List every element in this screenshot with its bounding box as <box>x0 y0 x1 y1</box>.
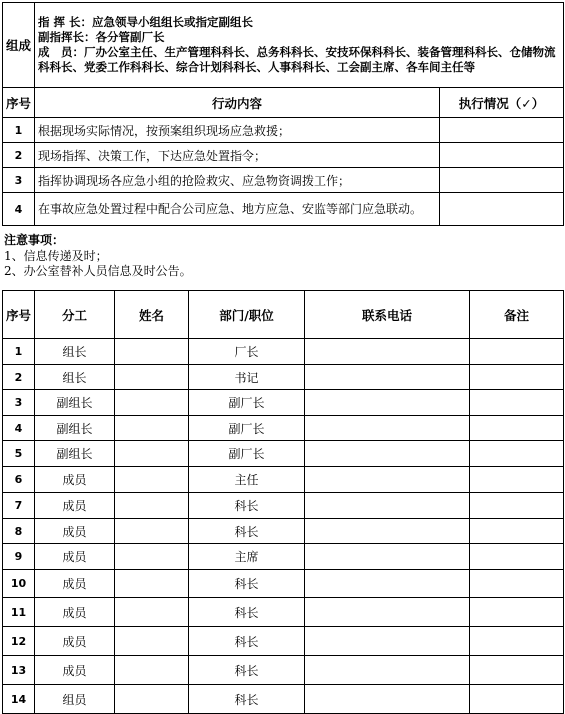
roster-role: 成员 <box>35 598 115 627</box>
roster-role: 组长 <box>35 365 115 390</box>
roster-header-name: 姓名 <box>115 291 189 339</box>
roster-name-cell[interactable] <box>115 685 189 714</box>
roster-row <box>3 685 564 714</box>
roster-dept: 科长 <box>189 493 305 519</box>
roster-num: 5 <box>3 441 35 467</box>
roster-role: 成员 <box>35 627 115 656</box>
roster-role: 成员 <box>35 544 115 570</box>
roster-dept: 主席 <box>189 544 305 570</box>
action-status-cell[interactable] <box>440 168 564 193</box>
roster-header-role: 分工 <box>35 291 115 339</box>
roster-role: 成员 <box>35 493 115 519</box>
roster-num: 4 <box>3 416 35 441</box>
note-item: 1、信息传递及时； <box>4 248 108 263</box>
roster-dept: 科长 <box>189 685 305 714</box>
roster-name-cell[interactable] <box>115 656 189 685</box>
roster-num: 11 <box>3 598 35 627</box>
actions-header-content: 行动内容 <box>35 88 440 118</box>
roster-phone-cell[interactable] <box>305 493 470 519</box>
roster-role: 组长 <box>35 339 115 365</box>
roster-row <box>3 365 564 390</box>
roster-dept: 科长 <box>189 598 305 627</box>
action-num: 1 <box>3 118 35 143</box>
roster-name-cell[interactable] <box>115 390 189 416</box>
actions-header-status: 执行情况（✓） <box>440 88 564 118</box>
action-status-cell[interactable] <box>440 118 564 143</box>
roster-row <box>3 544 564 570</box>
actions-header-row <box>3 88 564 118</box>
roster-name-cell[interactable] <box>115 416 189 441</box>
roster-phone-cell[interactable] <box>305 519 470 544</box>
roster-remark-cell[interactable] <box>470 519 564 544</box>
action-num: 4 <box>3 193 35 226</box>
roster-row <box>3 598 564 627</box>
roster-body <box>3 339 564 714</box>
roster-phone-cell[interactable] <box>305 627 470 656</box>
roster-phone-cell[interactable] <box>305 544 470 570</box>
roster-num: 1 <box>3 339 35 365</box>
roster-name-cell[interactable] <box>115 519 189 544</box>
composition-text <box>35 3 564 88</box>
roster-row <box>3 441 564 467</box>
roster-num: 10 <box>3 570 35 598</box>
roster-dept: 科长 <box>189 570 305 598</box>
actions-header-num: 序号 <box>3 88 35 118</box>
roster-remark-cell[interactable] <box>470 365 564 390</box>
roster-header-row <box>3 291 564 339</box>
roster-dept: 主任 <box>189 467 305 493</box>
roster-role: 成员 <box>35 467 115 493</box>
roster-remark-cell[interactable] <box>470 416 564 441</box>
roster-row <box>3 627 564 656</box>
roster-remark-cell[interactable] <box>470 390 564 416</box>
note-item: 2、办公室替补人员信息及时公告。 <box>4 264 192 278</box>
roster-dept: 副厂长 <box>189 416 305 441</box>
roster-row <box>3 656 564 685</box>
action-row <box>3 118 564 143</box>
roster-dept: 副厂长 <box>189 441 305 467</box>
roster-remark-cell[interactable] <box>470 544 564 570</box>
roster-row <box>3 390 564 416</box>
roster-phone-cell[interactable] <box>305 416 470 441</box>
roster-role: 成员 <box>35 519 115 544</box>
action-row <box>3 143 564 168</box>
roster-name-cell[interactable] <box>115 365 189 390</box>
roster-num: 8 <box>3 519 35 544</box>
roster-phone-cell[interactable] <box>305 570 470 598</box>
roster-num: 13 <box>3 656 35 685</box>
roster-row <box>3 570 564 598</box>
roster-name-cell[interactable] <box>115 467 189 493</box>
roster-dept: 副厂长 <box>189 390 305 416</box>
roster-num: 6 <box>3 467 35 493</box>
roster-header-num: 序号 <box>3 291 35 339</box>
roster-role: 副组长 <box>35 441 115 467</box>
roster-num: 7 <box>3 493 35 519</box>
roster-dept: 厂长 <box>189 339 305 365</box>
action-num: 2 <box>3 143 35 168</box>
roster-header-phone: 联系电话 <box>305 291 470 339</box>
roster-remark-cell[interactable] <box>470 339 564 365</box>
roster-phone-cell[interactable] <box>305 598 470 627</box>
roster-remark-cell[interactable] <box>470 685 564 714</box>
roster-dept: 科长 <box>189 519 305 544</box>
deputy-commander-line: 副指挥长：各分管副厂长 <box>38 30 165 44</box>
roster-remark-cell[interactable] <box>470 570 564 598</box>
roster-remark-cell[interactable] <box>470 493 564 519</box>
roster-role: 成员 <box>35 656 115 685</box>
roster-num: 3 <box>3 390 35 416</box>
roster-role: 成员 <box>35 570 115 598</box>
roster-remark-cell[interactable] <box>470 656 564 685</box>
roster-row <box>3 416 564 441</box>
roster-row <box>3 519 564 544</box>
roster-num: 12 <box>3 627 35 656</box>
action-text: 根据现场实际情况，按预案组织现场应急救援； <box>35 118 440 143</box>
action-status-cell[interactable] <box>440 193 564 226</box>
roster-num: 9 <box>3 544 35 570</box>
roster-header-remark: 备注 <box>470 291 564 339</box>
roster-name-cell[interactable] <box>115 627 189 656</box>
roster-phone-cell[interactable] <box>305 390 470 416</box>
roster-phone-cell[interactable] <box>305 441 470 467</box>
roster-row <box>3 467 564 493</box>
roster-row <box>3 493 564 519</box>
command-table <box>2 2 564 226</box>
roster-name-cell[interactable] <box>115 544 189 570</box>
action-num: 3 <box>3 168 35 193</box>
roster-dept: 科长 <box>189 656 305 685</box>
members-line: 成 员：厂办公室主任、生产管理科科长、总务科科长、安技环保科科长、装备管理科科长、仓储物流科科长、党委工作科科长、综合计划科科长、人事科科长、工会副主席、各车间主任等 <box>38 45 556 74</box>
roster-role: 组员 <box>35 685 115 714</box>
roster-table <box>2 290 564 714</box>
action-text: 在事故应急处置过程中配合公司应急、地方应急、安监等部门应急联动。 <box>35 193 440 226</box>
roster-phone-cell[interactable] <box>305 339 470 365</box>
roster-remark-cell[interactable] <box>470 627 564 656</box>
composition-row <box>3 3 564 88</box>
roster-role: 副组长 <box>35 390 115 416</box>
roster-remark-cell[interactable] <box>470 598 564 627</box>
roster-name-cell[interactable] <box>115 493 189 519</box>
roster-dept: 书记 <box>189 365 305 390</box>
action-text: 指挥协调现场各应急小组的抢险救灾、应急物资调拨工作； <box>35 168 440 193</box>
action-row <box>3 193 564 226</box>
roster-name-cell[interactable] <box>115 598 189 627</box>
action-row <box>3 168 564 193</box>
roster-phone-cell[interactable] <box>305 685 470 714</box>
roster-row <box>3 339 564 365</box>
roster-name-cell[interactable] <box>115 570 189 598</box>
roster-phone-cell[interactable] <box>305 656 470 685</box>
roster-num: 14 <box>3 685 35 714</box>
roster-remark-cell[interactable] <box>470 441 564 467</box>
roster-num: 2 <box>3 365 35 390</box>
roster-phone-cell[interactable] <box>305 365 470 390</box>
notes-block <box>4 233 560 280</box>
roster-name-cell[interactable] <box>115 441 189 467</box>
roster-header-dept: 部门/职位 <box>189 291 305 339</box>
roster-name-cell[interactable] <box>115 339 189 365</box>
roster-dept: 科长 <box>189 627 305 656</box>
roster-phone-cell[interactable] <box>305 467 470 493</box>
action-status-cell[interactable] <box>440 143 564 168</box>
commander-line: 指 挥 长：应急领导小组组长或指定副组长 <box>38 15 254 29</box>
notes-title: 注意事项： <box>4 233 65 247</box>
roster-role: 副组长 <box>35 416 115 441</box>
roster-remark-cell[interactable] <box>470 467 564 493</box>
action-text: 现场指挥、决策工作，下达应急处置指令； <box>35 143 440 168</box>
composition-label: 组成 <box>3 3 35 88</box>
